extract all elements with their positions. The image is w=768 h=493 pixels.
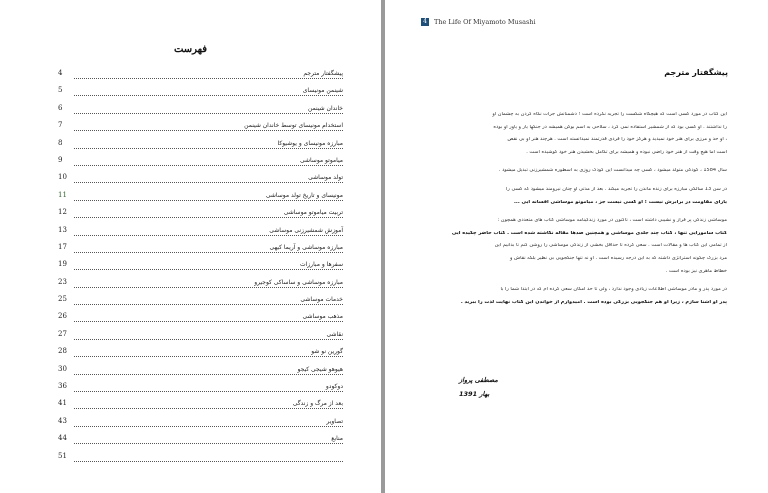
toc-entry-label: مبارزه مونیسای و یوشیوکا: [277, 139, 343, 147]
toc-leader-dots: [74, 443, 343, 444]
toc-entry-label: تربیت میاموتو موساشی: [283, 209, 343, 217]
toc-entry-page: 5: [58, 86, 63, 95]
toc-entry[interactable]: [58, 103, 343, 120]
toc-entry-page: 26: [58, 312, 67, 321]
toc-entry[interactable]: [58, 364, 343, 381]
toc-entry[interactable]: [58, 242, 343, 259]
toc-entry[interactable]: [58, 329, 343, 346]
toc-entry[interactable]: [58, 381, 343, 398]
toc-leader-dots: [74, 113, 343, 114]
toc-entry-label: استخدام مونیسای توسط خاندان شینمن: [244, 122, 343, 130]
toc-entry-label: شینمن مونیسای: [302, 87, 343, 95]
toc-entry-label: گورین نو شو: [311, 348, 343, 356]
header-page-number: 4: [421, 18, 429, 26]
toc-leader-dots: [74, 287, 343, 288]
toc-entry-page: 9: [58, 155, 63, 164]
toc-entry-page: 25: [58, 295, 67, 304]
toc-entry-label: مبارزه موساشی و آریما کیهی: [269, 243, 343, 251]
toc-entry-page: 44: [58, 434, 67, 443]
preface-line: کتاب سامورایی تنها ، کتاب چند جلدی موساشی و همچنین صدها مقاله نگاشته شده است . کتاب حاضر چکیده ایی: [451, 230, 727, 236]
running-header: [421, 18, 721, 26]
toc-entry-label: مونیسای و تاریخ تولد موساشی: [265, 191, 343, 199]
toc-entry-page: 36: [58, 382, 67, 391]
header-book-title: The Life Of Miyamoto Musashi: [434, 18, 536, 26]
preface-line: از تمامی این کتاب ها و مقالات است . سعی کرده تا حداقل بخشی از زندگی موساشی را روشن کنم تا بدانیم این: [494, 243, 727, 249]
toc-leader-dots: [74, 182, 343, 183]
toc-entry-label: نقاشی: [326, 330, 343, 338]
preface-line: مرد بزرگ چگونه استراتژی داشته که به این درجه رسیده است . او نه تنها جنگجویی بی نظیر بلکه نقاش و: [510, 255, 727, 261]
toc-entry-label: مذهب موساشی: [302, 313, 343, 321]
toc-leader-dots: [74, 461, 343, 462]
toc-entry[interactable]: [58, 346, 343, 363]
toc-entry-page: 7: [58, 121, 63, 130]
preface-title: پیشگفتار مترجم: [664, 68, 728, 77]
toc-entry[interactable]: [58, 311, 343, 328]
toc-leader-dots: [74, 321, 343, 322]
toc-entry[interactable]: [58, 138, 343, 155]
toc-leader-dots: [74, 339, 343, 340]
toc-entry[interactable]: [58, 120, 343, 137]
preface-body: [437, 112, 727, 312]
toc-entry-page: 13: [58, 225, 67, 234]
toc-leader-dots: [74, 408, 343, 409]
toc-leader-dots: [74, 426, 343, 427]
toc-leader-dots: [74, 304, 343, 305]
toc-entry[interactable]: [58, 68, 343, 85]
preface-line: این کتاب در مورد کسی است که هیچگاه شکست را تجربه نکرده است ! دشمنانش جرات نگاه کردن به چشمان او: [492, 112, 727, 117]
preface-line: سال 1584 ، کودکی متولد میشود ، کسی چه میدانست این کودک روزی به اسطوره شمشیرزنی تبدیل میشود .: [498, 168, 727, 174]
toc-entry-label: مبارزه موساشی و ساساکی کوجیرو: [254, 278, 343, 286]
toc-entry-label: منابع: [331, 435, 343, 443]
preface-line: در مورد پدر و مادر موساشی اطلاعات زیادی وجود ندارد ، ولی تا حد امکان سعی کرده ام که در ابتدا شما را با: [500, 287, 727, 293]
toc-title: فهرست: [173, 44, 208, 55]
toc-entry-page: 28: [58, 347, 67, 356]
toc-entry-page: 10: [58, 173, 67, 182]
toc-leader-dots: [74, 95, 343, 96]
toc-leader-dots: [74, 165, 343, 166]
signature-date: بهار 1391: [459, 390, 490, 398]
preface-line: خطاط ماهری نیز بوده است .: [665, 268, 727, 274]
toc-leader-dots: [74, 235, 343, 236]
toc-entry[interactable]: [58, 451, 343, 468]
toc-entry-page: 12: [58, 208, 67, 217]
toc-leader-dots: [74, 200, 343, 201]
preface-line: در سن 13 سالگی مبارزه برای زنده ماندن را تجربه میکند . بعد از مدتی او چنان نیرومند میشود که کسی را: [506, 186, 727, 192]
toc-entry-label: سفرها و مبارزات: [299, 261, 343, 269]
toc-entry[interactable]: [58, 155, 343, 172]
signature-name: مصطفی پرواز: [459, 376, 498, 384]
toc-entry-page: 27: [58, 329, 67, 338]
toc-leader-dots: [74, 252, 343, 253]
toc-entry-label: هیوهو شیجی کیجو: [297, 365, 343, 373]
toc-entry-label: میاموتو موساشی: [299, 156, 343, 164]
toc-entry[interactable]: [58, 398, 343, 415]
toc-leader-dots: [74, 217, 343, 218]
toc-entry-page: 23: [58, 277, 67, 286]
toc-entry[interactable]: [58, 277, 343, 294]
toc-entry-page: 17: [58, 242, 67, 251]
toc-page: [0, 0, 381, 493]
toc-leader-dots: [74, 148, 343, 149]
toc-list: [58, 68, 343, 468]
toc-entry[interactable]: [58, 416, 343, 433]
toc-entry[interactable]: [58, 172, 343, 189]
toc-entry[interactable]: [58, 190, 343, 207]
toc-entry-page: 6: [58, 103, 63, 112]
toc-leader-dots: [74, 78, 343, 79]
toc-entry-label: آموزش شمشیرزنی موساشی: [269, 226, 343, 234]
toc-entry-page: 30: [58, 364, 67, 373]
preface-line: پدر او آشنا سازم ، زیرا او هم جنگجویی بزرگی بوده است . امیدوارم از خواندن این کتاب نهایت لذت را ببرید .: [460, 299, 727, 305]
toc-leader-dots: [74, 374, 343, 375]
toc-entry-label: دوکودو: [325, 383, 343, 391]
toc-leader-dots: [74, 391, 343, 392]
toc-entry-page: 4: [58, 69, 63, 77]
preface-line: ، او حد و مرزی برای هنر خود نمیدید و هرگز خود را فردی قدرتمند نمیدانسته است . هرچند هنر او بی نقص: [507, 137, 727, 143]
toc-entry-page: 51: [58, 451, 67, 460]
toc-leader-dots: [74, 269, 343, 270]
preface-line: یارای مقاومت در برابرش نیست ! او کسی نیست جز ، میاموتو موساشی افسانه ایی ...: [514, 199, 727, 205]
preface-line: را نداشتند . او کسی بود که از شمشیر استفاده نمی کرد ، سلاحی به اسم بوکن همیشه در جنگها یار و یاور او بوده: [493, 124, 727, 130]
toc-entry-page: 41: [58, 399, 67, 408]
toc-entry[interactable]: [58, 433, 343, 450]
toc-entry[interactable]: [58, 85, 343, 102]
toc-entry-page: 19: [58, 260, 67, 269]
toc-entry[interactable]: [58, 294, 343, 311]
toc-entry[interactable]: [58, 225, 343, 242]
toc-entry-label: خاندان شینمن: [307, 104, 343, 112]
preface-line: موساشی زندگی پر فراز و نشیبی داشته است ، تاکنون در مورد زندگینامه موساشی کتاب های متعددی همچون :: [497, 218, 727, 224]
toc-entry-label: تصاویر: [326, 417, 343, 425]
toc-entry-page: 11: [58, 190, 67, 199]
toc-entry-label: تولد موساشی: [308, 174, 343, 182]
preface-line: است اما هیچ وقت از هنر خود راضی نبوده و همیشه برای تکامل بخشیدن هنر خود کوشیده است .: [526, 149, 727, 155]
toc-entry[interactable]: [58, 259, 343, 276]
toc-entry-page: 43: [58, 416, 67, 425]
toc-entry-label: خدمات موساشی: [300, 296, 343, 304]
toc-entry[interactable]: [58, 207, 343, 224]
toc-leader-dots: [74, 130, 343, 131]
toc-leader-dots: [74, 356, 343, 357]
toc-entry-page: 8: [58, 138, 63, 147]
toc-entry-label: بعد از مرگ و زندگی: [292, 400, 343, 408]
toc-entry-label: پیشگفتار مترجم: [303, 70, 343, 77]
preface-page: [385, 0, 768, 493]
